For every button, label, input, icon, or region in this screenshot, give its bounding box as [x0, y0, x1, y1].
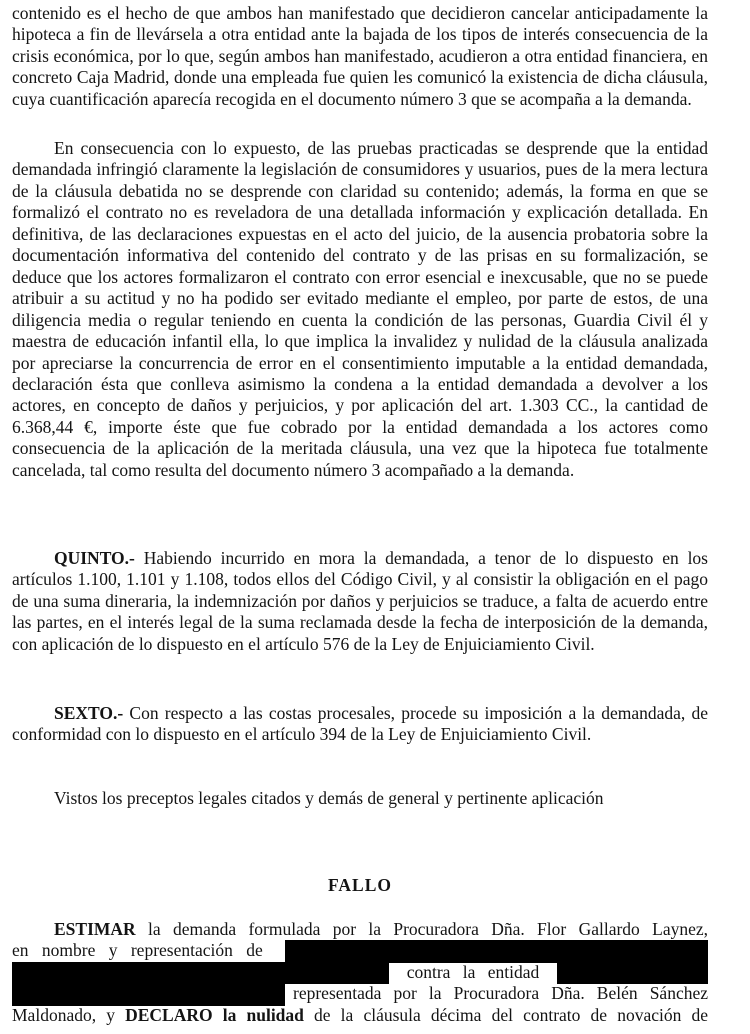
fallo-line-1 [12, 919, 708, 940]
declaro-lead: DECLARO la nulidad [125, 1004, 304, 1025]
quinto-lead: QUINTO.- [54, 548, 135, 568]
paragraph-sexto [12, 703, 708, 746]
quinto-body: Habiendo incurrido en mora la demandada, a tenor de lo dispuesto en los artículos 1.100, 1.101 y 1.108, todos ellos del Código Civil, y al consistir la obligación en el pago de una suma dineraria, la indemnización por daños y perjuicios se traduce, a falta de acuerdo entre las partes, en el interés legal de la suma reclamada desde la fecha de interposición de la demanda, con aplicación de lo dispuesto en el artículo 576 de la Ley de Enjuiciamiento Civil. [12, 548, 708, 654]
sexto-lead: SEXTO.- [54, 703, 124, 723]
redaction-bar-right [557, 962, 708, 984]
redaction-bar-plaintiffs [285, 940, 708, 962]
fallo-line-5 [12, 1005, 708, 1026]
fallo-line-5-rest: de la cláusula décima del contrato de novación de [303, 1004, 708, 1025]
sexto-body: Con respecto a las costas procesales, procede su imposición a la demandada, de conformidad con lo dispuesto en el artículo 394 de la Ley de Enjuiciamiento Civil. [12, 703, 708, 745]
redaction-bar-left [12, 962, 389, 984]
paragraph-vistos: Vistos los preceptos legales citados y demás de general y pertinente aplicación [54, 788, 604, 808]
fallo-heading: FALLO [328, 875, 392, 895]
estimar-lead: ESTIMAR [54, 919, 136, 939]
fallo-line-2 [12, 940, 708, 961]
fallo-line-5-start: Maldonado, y [12, 1004, 126, 1025]
paragraph-consecuencia: En consecuencia con lo expuesto, de las pruebas practicadas se desprende que la entidad demandada infringió claramente la legislación de consumidores y usuarios, pues de la mera lectura de la cláusula debatida no se desprende con claridad su contenido; además, la forma en que se formalizó el contrato no es reveladora de una detallada información y explicación detallada. En definitiva, de las declaraciones expuestas en el acto del juicio, de la ausencia probatoria sobre la documentación informativa del contenido del contrato y de las prisas en su formalización, se deduce que los actores formalizaron el contrato con error esencial e inexcusable, que no se puede atribuir a su actitud y no ha podido ser evitado mediante el empleo, por parte de estos, de una diligencia media o regular teniendo en cuenta la condición de las personas, Guardia Civil él y maestra de educación infantil ella, lo que implica la invalidez y nulidad de la cláusula analizada por apreciarse la concurrencia de error en el consentimiento imputable a la entidad demandada, declaración ésta que conlleva asimismo la condena a la entidad demandada a devolver a los actores, en concepto de daños y perjuicios, y por aplicación del art. 1.303 CC., la cantidad de 6.368,44 €, importe éste que fue cobrado por la entidad demandada a los actores como consecuencia de la aplicación de la meritada cláusula, una vez que la hipoteca fue totalmente cancelada, tal como resulta del documento número 3 acompañado a la demanda. [12, 138, 708, 480]
fallo-line-3 [12, 962, 708, 983]
redaction-bar-defendant [12, 983, 285, 1005]
fallo-line-1-rest: la demanda formulada por la Procuradora Dña. Flor Gallardo Laynez, [135, 919, 708, 939]
fallo-line-4-text: representada por la Procuradora Dña. Belén Sánchez [293, 983, 708, 1004]
fallo-line-3-text: contra la entidad [406, 961, 540, 982]
fallo-paragraph [12, 919, 708, 1026]
paragraph-continuation: contenido es el hecho de que ambos han manifestado que decidieron cancelar anticipadamente la hipoteca a fin de llevársela a otra entidad ante la bajada de los tipos de interés consecuencia de la crisis económica, por lo que, según ambos han manifestado, acudieron a otra entidad financiera, en concreto Caja Madrid, donde una empleada fue quien les comunicó la existencia de dicha cláusula, cuya cuantificación aparecía recogida en el documento número 3 que se acompaña a la demanda. [12, 3, 708, 109]
paragraph-quinto [12, 548, 708, 655]
fallo-line-2-text: en nombre y representación de [12, 940, 263, 961]
fallo-line-4 [12, 983, 708, 1004]
